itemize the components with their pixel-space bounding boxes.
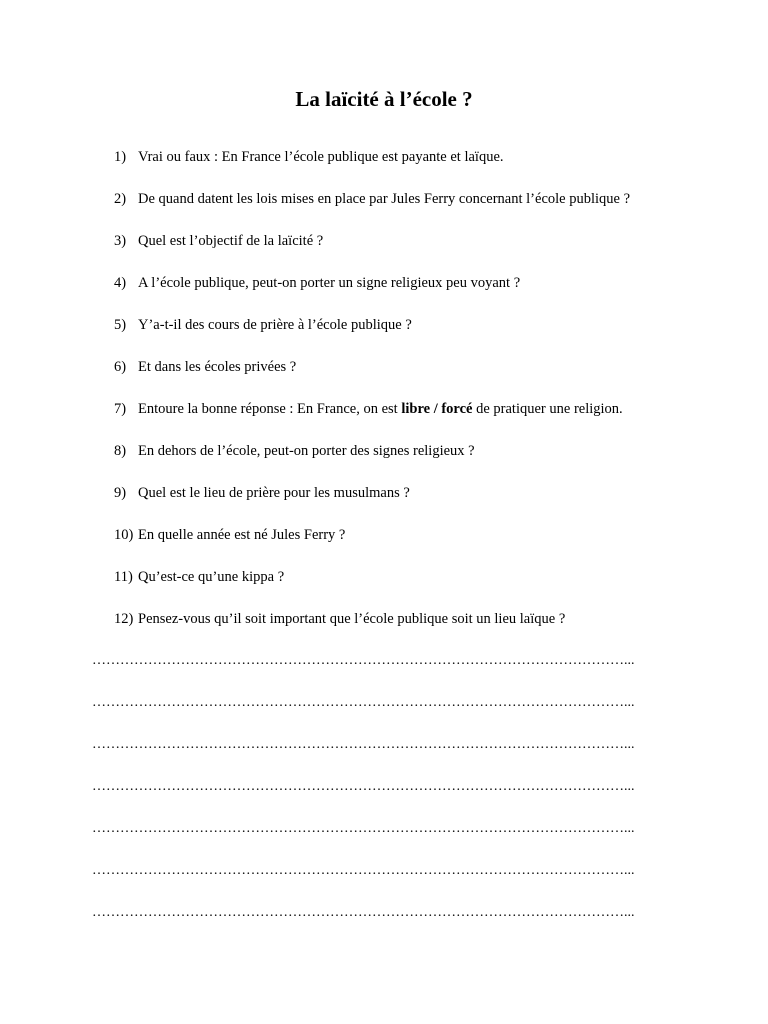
question-item — [0, 524, 768, 566]
question-text: Vrai ou faux : En France l’école publique est payante et laïque. — [138, 149, 504, 165]
question-item — [0, 188, 768, 230]
question-text: Qu’est-ce qu’une kippa ? — [138, 569, 285, 585]
question-text: Et dans les écoles privées ? — [138, 359, 297, 375]
choice-options: libre / forcé — [401, 401, 473, 417]
question-item — [0, 482, 768, 524]
question-number: 11) — [114, 569, 133, 585]
question-item — [0, 314, 768, 356]
dotted-line: ……………………………………………………………………………………………………... — [92, 821, 635, 836]
answer-line — [0, 692, 768, 734]
question-number: 5) — [114, 317, 127, 333]
question-number: 12) — [114, 611, 134, 627]
dotted-line: ……………………………………………………………………………………………………... — [92, 653, 635, 668]
question-text — [138, 398, 623, 420]
dotted-line: ……………………………………………………………………………………………………... — [92, 905, 635, 920]
question-text: Y’a-t-il des cours de prière à l’école publique ? — [138, 317, 412, 333]
question-item — [0, 230, 768, 272]
answer-line — [0, 734, 768, 776]
question-item — [0, 440, 768, 482]
dotted-line: ……………………………………………………………………………………………………... — [92, 863, 635, 878]
question-number: 4) — [114, 275, 127, 291]
question-item — [0, 272, 768, 314]
question-list — [0, 146, 768, 650]
question-text-after: de pratiquer une religion. — [472, 401, 623, 417]
question-number: 9) — [114, 485, 127, 501]
answer-area — [0, 650, 768, 944]
dotted-line: ……………………………………………………………………………………………………... — [92, 695, 635, 710]
question-text-before: Entoure la bonne réponse : En France, on est — [138, 401, 402, 417]
answer-line — [0, 650, 768, 692]
dotted-line: ……………………………………………………………………………………………………... — [92, 779, 635, 794]
question-number: 10) — [114, 527, 134, 543]
question-text: Pensez-vous qu’il soit important que l’école publique soit un lieu laïque ? — [138, 611, 566, 627]
answer-line — [0, 902, 768, 944]
question-item — [0, 608, 768, 650]
question-text: Quel est l’objectif de la laïcité ? — [138, 233, 324, 249]
question-number: 3) — [114, 233, 127, 249]
answer-line — [0, 860, 768, 902]
question-number: 8) — [114, 443, 127, 459]
answer-line — [0, 818, 768, 860]
question-text: En dehors de l’école, peut-on porter des signes religieux ? — [138, 443, 475, 459]
question-number: 6) — [114, 359, 127, 375]
question-item — [0, 356, 768, 398]
dotted-line: ……………………………………………………………………………………………………... — [92, 737, 635, 752]
question-text: Quel est le lieu de prière pour les musulmans ? — [138, 485, 410, 501]
page-title: La laïcité à l’école ? — [295, 87, 473, 111]
question-number: 2) — [114, 191, 127, 207]
question-text: De quand datent les lois mises en place par Jules Ferry concernant l’école publique ? — [138, 191, 631, 207]
question-number: 7) — [114, 401, 127, 417]
question-item — [0, 398, 768, 440]
question-text: En quelle année est né Jules Ferry ? — [138, 527, 346, 543]
question-text: A l’école publique, peut-on porter un signe religieux peu voyant ? — [138, 275, 521, 291]
question-item — [0, 566, 768, 608]
question-number: 1) — [114, 149, 127, 165]
answer-line — [0, 776, 768, 818]
question-item — [0, 146, 768, 188]
